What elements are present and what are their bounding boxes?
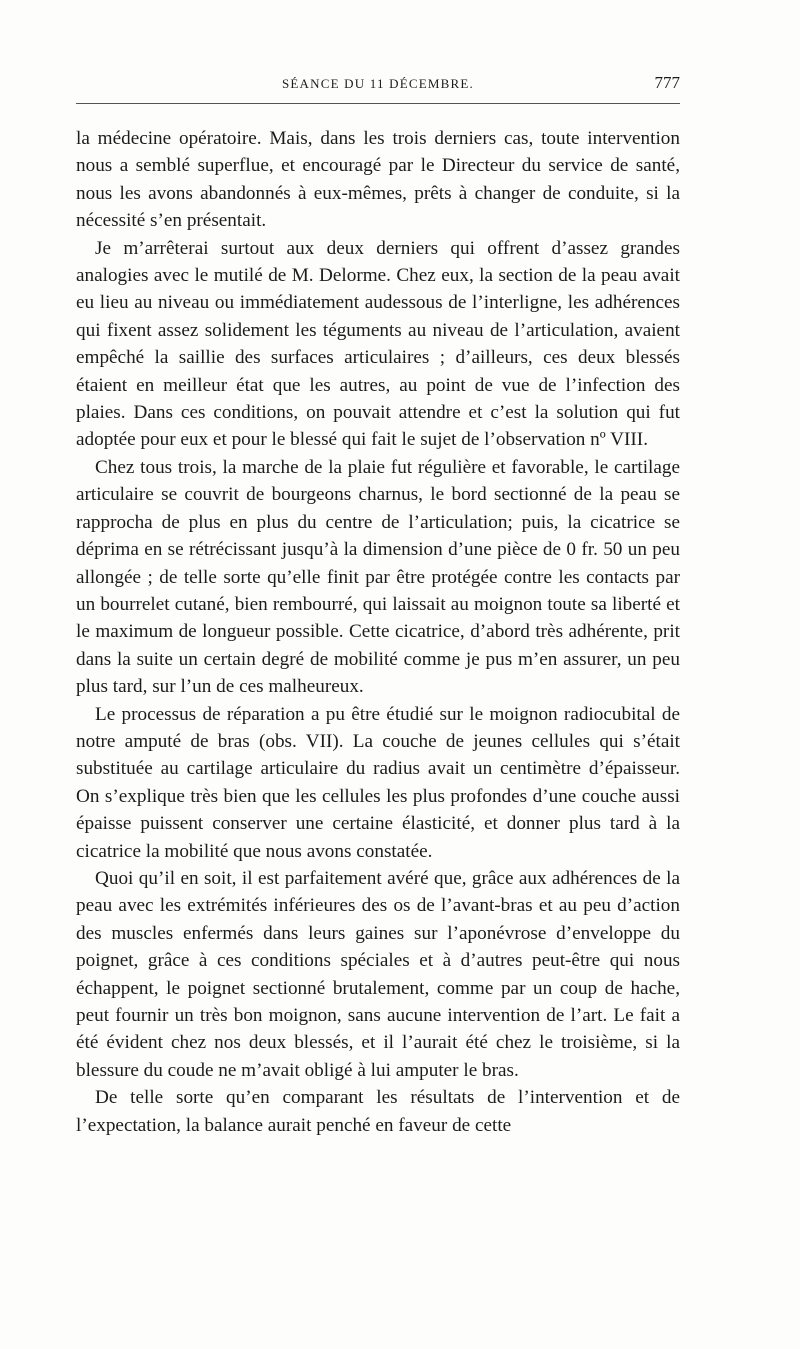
- body-text: [76, 125, 680, 1139]
- paragraph-continuation: la médecine opératoire. Mais, dans les trois derniers cas, toute intervention nous a semblé superflue, et encouragé par le Directeur du service de santé, nous les avons abandonnés à eux-mêmes, prêts à changer de conduite, si la nécessité s’en présentait.: [76, 128, 680, 232]
- header-rule: [76, 103, 680, 104]
- paragraph: De telle sorte qu’en comparant les résultats de l’intervention et de l’expectation, la balance aurait penché en faveur de cette: [76, 1087, 680, 1136]
- paragraph: Quoi qu’il en soit, il est parfaitement avéré que, grâce aux adhérences de la peau avec les extrémités inférieures des os de l’avant-bras et au peu d’action des muscles enfermés dans leurs gaines sur l’aponévrose d’enveloppe du poignet, grâce à ces conditions spéciales et à d’autres peut-être qui nous échappent, le poignet sectionné brutalement, comme par un coup de hache, peut fournir un très bon moignon, sans aucune intervention de l’art. Le fait a été évident chez nos deux blessés, et il l’aurait été chez le troisième, si la blessure du coude ne m’avait obligé à lui amputer le bras.: [76, 867, 680, 1081]
- paragraph: Chez tous trois, la marche de la plaie fut régulière et favorable, le cartilage articulaire se couvrit de bourgeons charnus, le bord sectionné de la peau se rapprocha de plus en plus du centre de l’articulation; puis, la cicatrice se déprima en se rétrécissant jusqu’à la dimension d’une pièce de 0 fr. 50 un peu allongée ; de telle sorte qu’elle finit par être protégée contre les contacts par un bourrelet cutané, bien rembourré, qui laissait au moignon toute sa liberté et le maximum de longueur possible. Cette cicatrice, d’abord très adhérente, prit dans la suite un certain degré de mobilité comme je pus m’en assurer, un peu plus tard, sur l’un de ces malheureux.: [76, 456, 680, 698]
- paragraph: Je m’arrêterai surtout aux deux derniers qui offrent d’assez grandes analogies avec le mutilé de M. Delorme. Chez eux, la section de la peau avait eu lieu au niveau ou immédiatement audessous de l’interligne, les adhérences qui fixent assez solidement les téguments au niveau de l’articulation, avaient empêché la saillie des surfaces articulaires ; d’ailleurs, ces deux blessés étaient en meilleur état que les autres, au point de vue de l’infection des plaies. Dans ces conditions, on pouvait attendre et c’est la solution qui fut adoptée pour eux et pour le blessé qui fait le sujet de l’observation nº VIII.: [76, 237, 680, 451]
- paragraph: Le processus de réparation a pu être étudié sur le moignon radiocubital de notre amputé de bras (obs. VII). La couche de jeunes cellules qui s’était substituée au cartilage articulaire du radius avait un centimètre d’épaisseur. On s’explique très bien que les cellules les plus profondes d’une couche aussi épaisse puissent conserver une certaine élasticité, et donner plus tard à la cicatrice la mobilité que nous avons constatée.: [76, 703, 680, 862]
- running-head: [76, 0, 680, 104]
- running-head-title: SÉANCE DU 11 DÉCEMBRE.: [281, 76, 475, 91]
- page-number: 777: [654, 73, 680, 92]
- book-page: [76, 0, 680, 1136]
